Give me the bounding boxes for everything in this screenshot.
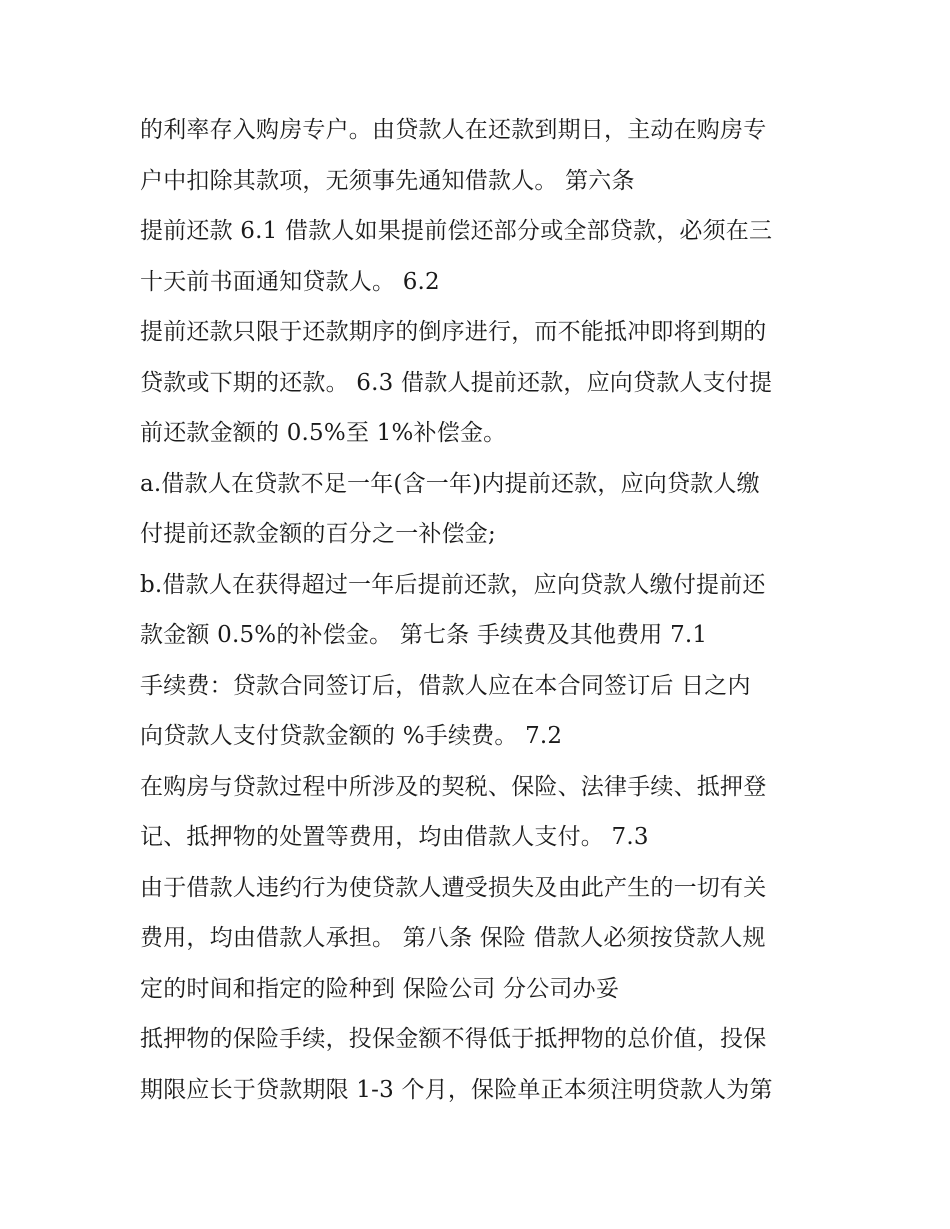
text-line: 付提前还款金额的百分之一补偿金; [140, 521, 496, 547]
text-line: 抵押物的保险手续，投保金额不得低于抵押物的总价值，投保 [140, 1026, 767, 1052]
text-line: 贷款或下期的还款。 6.3 借款人提前还款，应向贷款人支付提 [140, 369, 773, 396]
text-line: 期限应长于贷款期限 1-3 个月，保险单正本须注明贷款人为第 [140, 1076, 773, 1103]
text-line: 记、抵押物的处置等费用，均由借款人支付。 7.3 [140, 824, 649, 850]
text-line: b.借款人在获得超过一年后提前还款，应向贷款人缴付提前还 [140, 571, 766, 598]
text-line: 款金额 0.5%的补偿金。 第七条 手续费及其他费用 7.1 [140, 622, 708, 648]
text-line: 前还款金额的 0.5%至 1%补偿金。 [140, 420, 507, 446]
text-line: 定的时间和指定的险种到 保险公司 分公司办妥 [140, 975, 620, 1002]
text-line: 向贷款人支付贷款金额的 %手续费。 7.2 [140, 723, 563, 749]
text-line: 的利率存入购房专户。由贷款人在还款到期日，主动在购房专 [140, 117, 767, 143]
text-line: 提前还款只限于还款期序的倒序进行，而不能抵冲即将到期的 [140, 319, 767, 345]
text-line: 费用，均由借款人承担。 第八条 保险 借款人必须按贷款人规 [140, 925, 766, 951]
text-line: 手续费：贷款合同签订后，借款人应在本合同签订后 日之内 [140, 672, 751, 699]
text-line: 提前还款 6.1 借款人如果提前偿还部分或全部贷款，必须在三 [140, 218, 773, 244]
text-line: 在购房与贷款过程中所涉及的契税、保险、法律手续、抵押登 [140, 773, 767, 800]
text-line: a.借款人在贷款不足一年(含一年)内提前还款，应向贷款人缴 [140, 470, 760, 497]
text-line: 户中扣除其款项，无须事先通知借款人。 第六条 [140, 167, 635, 194]
text-line: 十天前书面通知贷款人。 6.2 [140, 268, 440, 295]
text-line: 由于借款人违约行为使贷款人遭受损失及由此产生的一切有关 [140, 874, 767, 901]
document-body [140, 105, 830, 1115]
